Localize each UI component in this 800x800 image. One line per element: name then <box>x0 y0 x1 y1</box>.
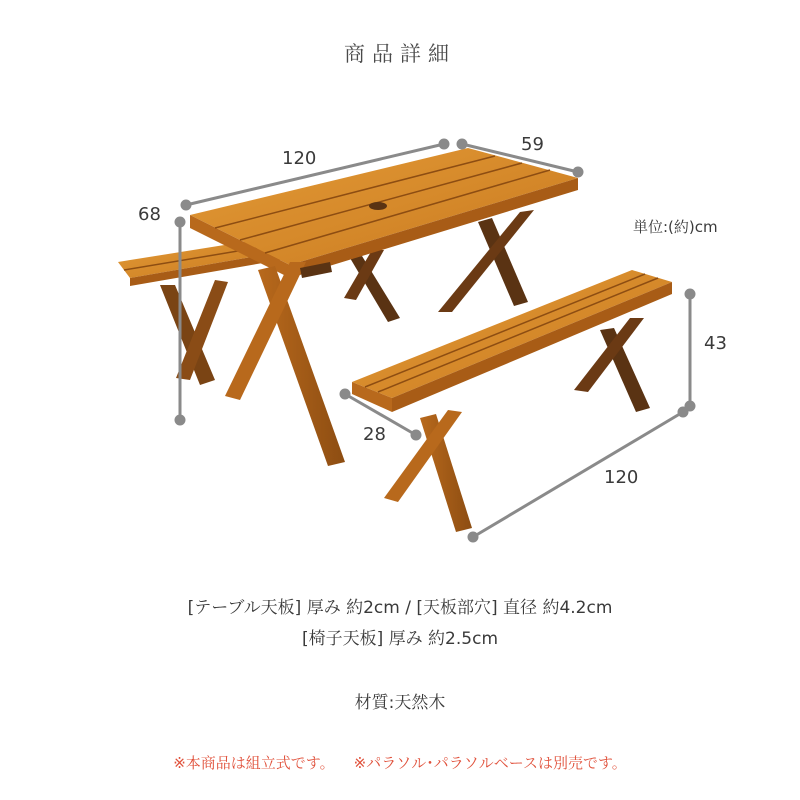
note-assembly: ※本商品は組立式です。 <box>173 754 335 772</box>
spec-thickness-line: [テーブル天板] 厚み 約2cm / [天板部穴] 直径 約4.2cm <box>187 598 613 618</box>
spec-material: 材質:天然木 <box>354 693 446 713</box>
bench-width-label: 120 <box>604 467 639 488</box>
notes-line <box>0 752 800 773</box>
unit-label: 単位:(約)cm <box>633 218 718 236</box>
table-depth-label: 59 <box>521 134 544 155</box>
bench-depth-label: 28 <box>363 424 386 445</box>
table-height-label: 68 <box>138 204 161 225</box>
spec-bench-thickness-line: [椅子天板] 厚み 約2.5cm <box>301 629 498 649</box>
front-bench <box>352 270 672 532</box>
bench-height-label: 43 <box>704 333 727 354</box>
picnic-table <box>190 148 578 466</box>
note-parasol: ※パラソル･パラソルベースは別売です。 <box>353 754 627 772</box>
page-title: 商品詳細 <box>344 42 456 66</box>
table-width-label: 120 <box>282 148 317 169</box>
